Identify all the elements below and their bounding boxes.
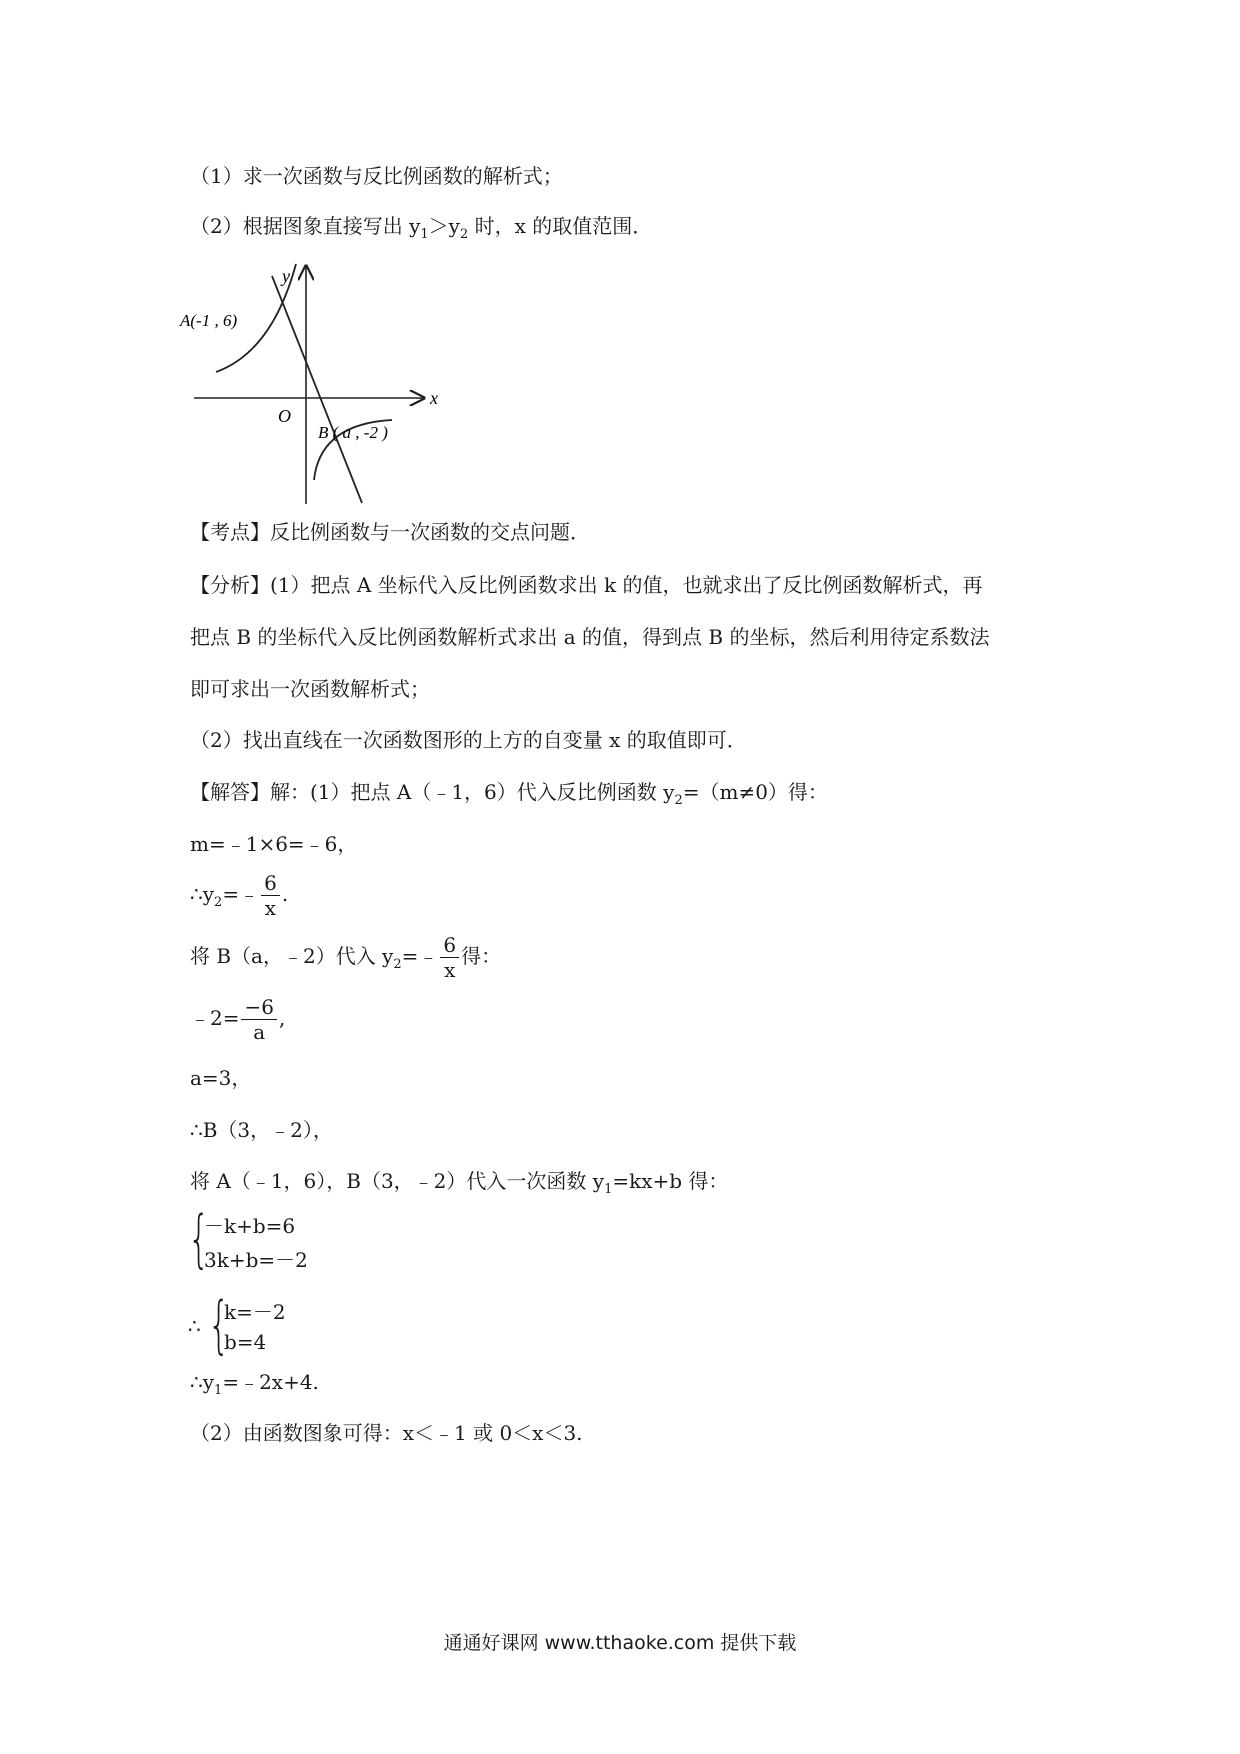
s3-sub: 2 xyxy=(214,895,223,910)
s8-text: 将 A（﹣1，6），B（3，﹣2）代入一次函数 y xyxy=(190,1169,605,1193)
s9-sub: 1 xyxy=(214,1383,223,1398)
solution-line-2: m=﹣1×6=﹣6， xyxy=(190,832,358,856)
analysis-line-2: 把点 B 的坐标代入反比例函数解析式求出 a 的值，得到点 B 的坐标，然后利用待定系数法 xyxy=(190,625,990,649)
frac-denominator: a xyxy=(253,1020,266,1044)
s9-text: ∴y xyxy=(190,1370,215,1394)
analysis-line-1: 【分析】(1）把点 A 坐标代入反比例函数求出 k 的值，也就求出了反比例函数解析式，再 xyxy=(190,573,983,597)
s8-sub: 1 xyxy=(604,1182,613,1197)
y-axis-label: y xyxy=(282,266,290,286)
solution-line-8 xyxy=(190,1167,728,1204)
s4-post: 得： xyxy=(461,944,502,968)
function-graph xyxy=(180,258,478,508)
equation-system-1 xyxy=(188,1202,388,1276)
left-brace: { xyxy=(208,1288,230,1361)
frac-denominator: x xyxy=(444,958,456,982)
system-2-eq-1: k=－2 xyxy=(224,1300,286,1324)
fraction-6-over-x xyxy=(440,933,459,982)
question-1: （1）求一次函数与反比例函数的解析式； xyxy=(190,164,563,188)
solution-line-3 xyxy=(190,866,288,931)
point-a-label: A(-1 , 6) xyxy=(180,311,238,330)
solution-line-4 xyxy=(190,928,501,993)
s3-text: ∴y xyxy=(190,882,215,906)
s1-sub: 2 xyxy=(674,793,683,808)
s3-post: . xyxy=(281,882,289,906)
analysis-line-4: （2）找出直线在一次函数图形的上方的自变量 x 的取值即可． xyxy=(190,728,747,752)
point-b-label: B ( a , -2 ) xyxy=(318,423,388,442)
equation-system-2 xyxy=(188,1288,388,1362)
analysis-line-3: 即可求出一次函数解析式； xyxy=(190,677,430,701)
frac-numerator: 6 xyxy=(261,871,280,896)
therefore-symbol: ∴ xyxy=(188,1314,201,1338)
solution-line-6: a=3， xyxy=(190,1066,252,1090)
s4-eq: =﹣ xyxy=(401,944,439,968)
origin-label: O xyxy=(278,406,291,426)
s4-sub: 2 xyxy=(393,957,402,972)
q2-text: （2）根据图象直接写出 y xyxy=(190,214,421,238)
left-brace: { xyxy=(188,1202,210,1275)
s8-post: =kx+b 得： xyxy=(612,1169,729,1193)
fraction-6-over-x xyxy=(261,871,280,920)
kaodian: 【考点】反比例函数与一次函数的交点问题． xyxy=(190,520,590,544)
s4-text: 将 B（a，﹣2）代入 y xyxy=(190,944,394,968)
system-1-eq-2: 3k+b=－2 xyxy=(204,1248,308,1272)
q2-mid: ＞y xyxy=(428,214,460,238)
q2-post: 时，x 的取值范围． xyxy=(468,214,653,238)
s1-text: 【解答】解：(1）把点 A（﹣1，6）代入反比例函数 y xyxy=(190,780,675,804)
frac-numerator: 6 xyxy=(440,933,459,958)
solution-line-9 xyxy=(190,1368,319,1405)
system-2-eq-2: b=4 xyxy=(224,1330,267,1354)
q2-sub-2: 2 xyxy=(459,227,469,242)
s1-post: =（m≠0）得： xyxy=(682,780,828,804)
footer: 通通好课网 www.tthaoke.com 提供下载 xyxy=(443,1632,797,1654)
solution-line-5 xyxy=(190,990,285,1046)
system-1-eq-1: －k+b=6 xyxy=(204,1214,296,1238)
s5-text: ﹣2= xyxy=(190,1006,240,1030)
solution-line-10: （2）由函数图象可得：x＜﹣1 或 0＜x＜3. xyxy=(190,1421,583,1445)
s5-post: , xyxy=(278,1006,286,1030)
q2-sub-1: 1 xyxy=(420,227,429,242)
question-2 xyxy=(190,212,652,249)
s3-eq: =﹣ xyxy=(222,882,260,906)
x-axis-label: x xyxy=(430,388,438,408)
frac-numerator: −6 xyxy=(241,995,276,1020)
solution-line-1 xyxy=(190,778,828,815)
solution-line-7: ∴B（3，﹣2）， xyxy=(190,1118,333,1142)
fraction-neg6-over-a xyxy=(241,995,276,1044)
linear-function-line xyxy=(272,276,362,503)
frac-denominator: x xyxy=(264,896,277,920)
s9-post: =﹣2x+4. xyxy=(222,1370,319,1394)
